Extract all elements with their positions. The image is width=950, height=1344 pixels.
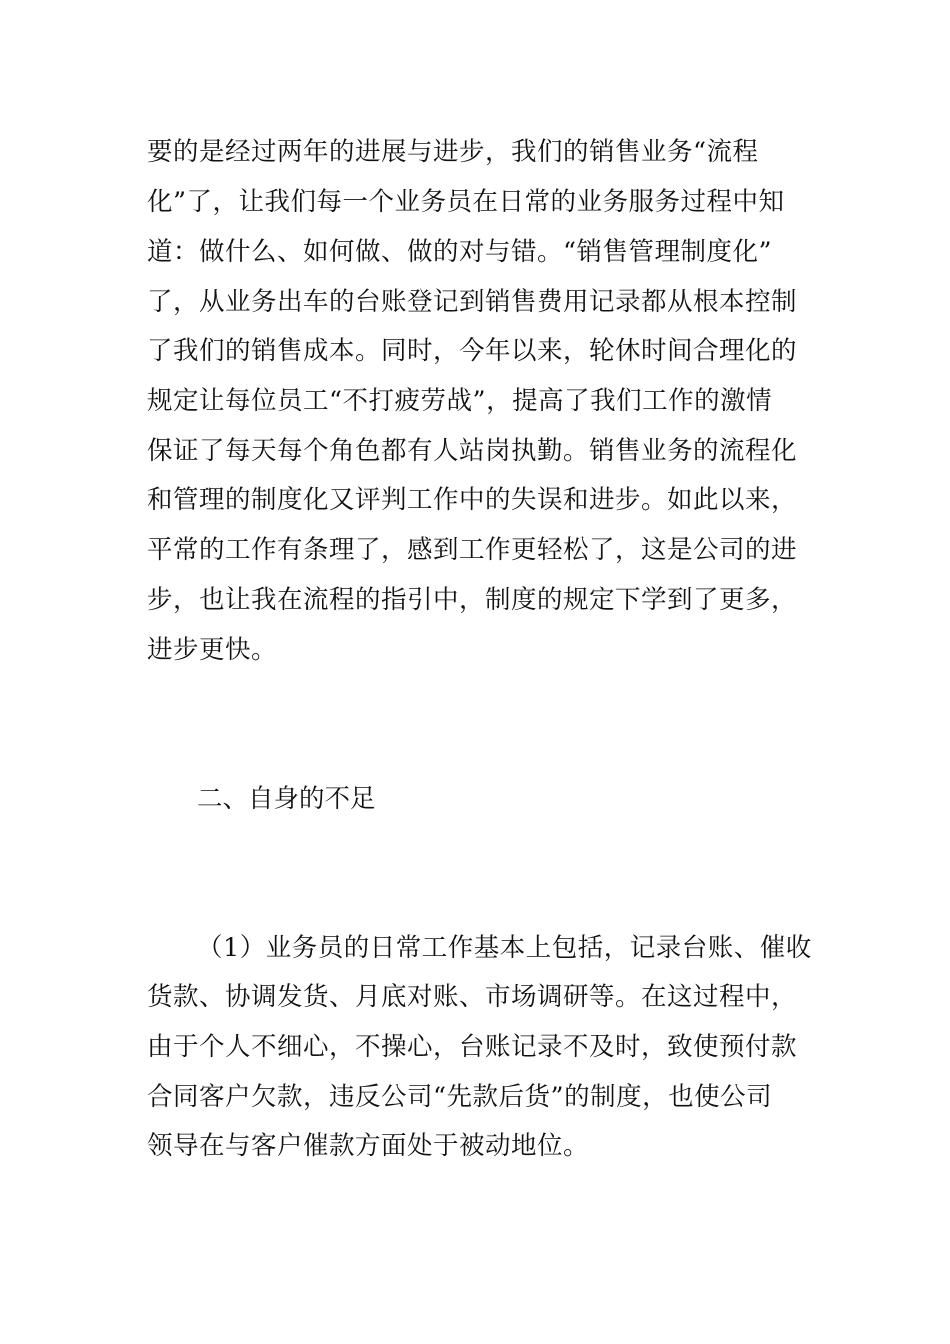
paragraph-line: 和管理的制度化又评判工作中的失误和进步。如此以来， xyxy=(147,485,798,515)
paragraph-line: 要的是经过两年的进展与进步，我们的销售业务“流程 xyxy=(147,137,759,167)
paragraph-line: 了，从业务出车的台账登记到销售费用记录都从根本控制 xyxy=(147,287,798,317)
paragraph-line: 平常的工作有条理了，感到工作更轻松了，这是公司的进 xyxy=(147,535,798,565)
paragraph-line: 货款、协调发货、月底对账、市场调研等。在这过程中， xyxy=(147,982,798,1012)
paragraph-line: 步，也让我在流程的指引中，制度的规定下学到了更多， xyxy=(147,585,798,615)
paragraph-line: 道：做什么、如何做、做的对与错。“销售管理制度化” xyxy=(147,237,773,267)
paragraph-line: 规定让每位员工“不打疲劳战”，提高了我们工作的激情 xyxy=(147,386,773,416)
paragraph-line: 化”了，让我们每一个业务员在日常的业务服务过程中知 xyxy=(147,187,785,217)
paragraph-line: 了我们的销售成本。同时，今年以来，轮休时间合理化的 xyxy=(147,336,798,366)
paragraph-line: （1）业务员的日常工作基本上包括，记录台账、催收 xyxy=(197,933,812,963)
paragraph-line: 合同客户欠款，违反公司“先款后货”的制度，也使公司 xyxy=(147,1082,773,1112)
paragraph-line: 进步更快。 xyxy=(147,635,278,665)
paragraph-line: 由于个人不细心，不操心，台账记录不及时，致使预付款 xyxy=(147,1032,798,1062)
paragraph-line: 保证了每天每个角色都有人站岗执勤。销售业务的流程化 xyxy=(147,436,798,466)
paragraph-line: 领导在与客户催款方面处于被动地位。 xyxy=(147,1131,590,1161)
section-heading: 二、自身的不足 xyxy=(197,784,376,814)
